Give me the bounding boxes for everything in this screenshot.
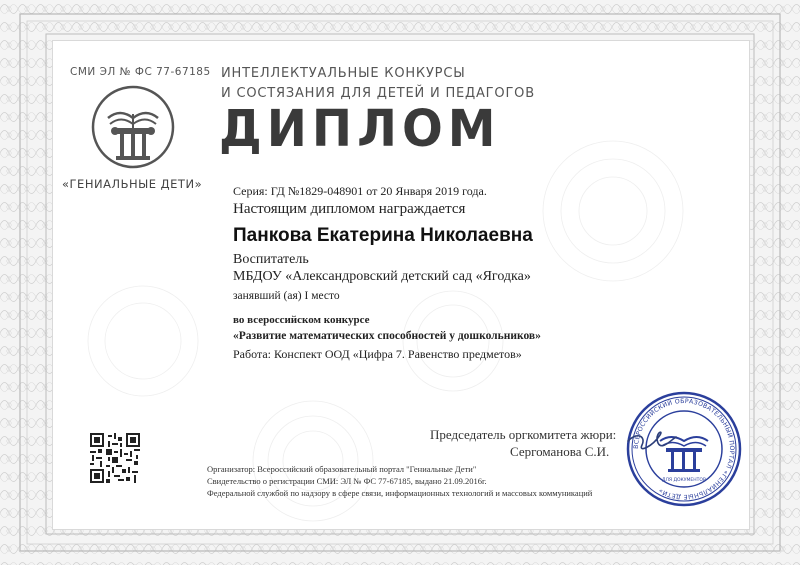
registration-number: СМИ ЭЛ № ФС 77-67185: [70, 66, 211, 78]
awarded-place: занявший (ая) I место: [233, 290, 340, 302]
brand-name: «ГЕНИАЛЬНЫЕ ДЕТИ»: [62, 177, 203, 191]
recipient-name: Панкова Екатерина Николаевна: [233, 225, 533, 246]
footer-certificate: Свидетельство о регистрации СМИ: ЭЛ № ФС 77-67185, выдано 21.09.2016г.: [207, 476, 487, 486]
contest-intro: во всероссийском конкурсе: [233, 314, 370, 326]
diploma-title: ДИПЛОМ: [219, 100, 501, 159]
footer-organizer: Организатор: Всероссийский образовательный портал "Гениальные Дети": [207, 464, 477, 474]
recipient-institution: МБДОУ «Александровский детский сад «Ягодка»: [233, 269, 531, 284]
award-statement: Настоящим дипломом награждается: [233, 201, 466, 217]
footer-authority: Федеральной службой по надзору в сфере связи, информационных технологий и массовых коммуникаций: [207, 488, 593, 498]
organization-line-1: ИНТЕЛЛЕКТУАЛЬНЫЕ КОНКУРСЫ: [221, 66, 466, 81]
official-stamp-icon: [624, 389, 744, 509]
recipient-position: Воспитатель: [233, 252, 309, 267]
jury-chair-label: Председатель оргкомитета жюри:: [430, 427, 617, 442]
book-column-logo-icon: [90, 84, 176, 170]
stamp-outer-text: ВСЕРОССИЙСКИЙ ОБРАЗОВАТЕЛЬНЫЙ ПОРТАЛ «ГЕНИАЛЬНЫЕ ДЕТИ»: [632, 397, 736, 501]
jury-chair-name: Сергоманова С.И.: [510, 444, 610, 459]
stamp-inner-text: ДЛЯ ДОКУМЕНТОВ: [662, 478, 706, 483]
work-title: Работа: Конспект ООД «Цифра 7. Равенство предметов»: [233, 347, 522, 361]
contest-name: «Развитие математических способностей у дошкольников»: [233, 330, 541, 342]
organization-line-2: И СОСТЯЗАНИЯ ДЛЯ ДЕТЕЙ И ПЕДАГОГОВ: [221, 86, 535, 101]
qr-code-icon: [90, 433, 140, 483]
series-number: Серия: ГД №1829-048901 от 20 Января 2019 года.: [233, 184, 487, 198]
